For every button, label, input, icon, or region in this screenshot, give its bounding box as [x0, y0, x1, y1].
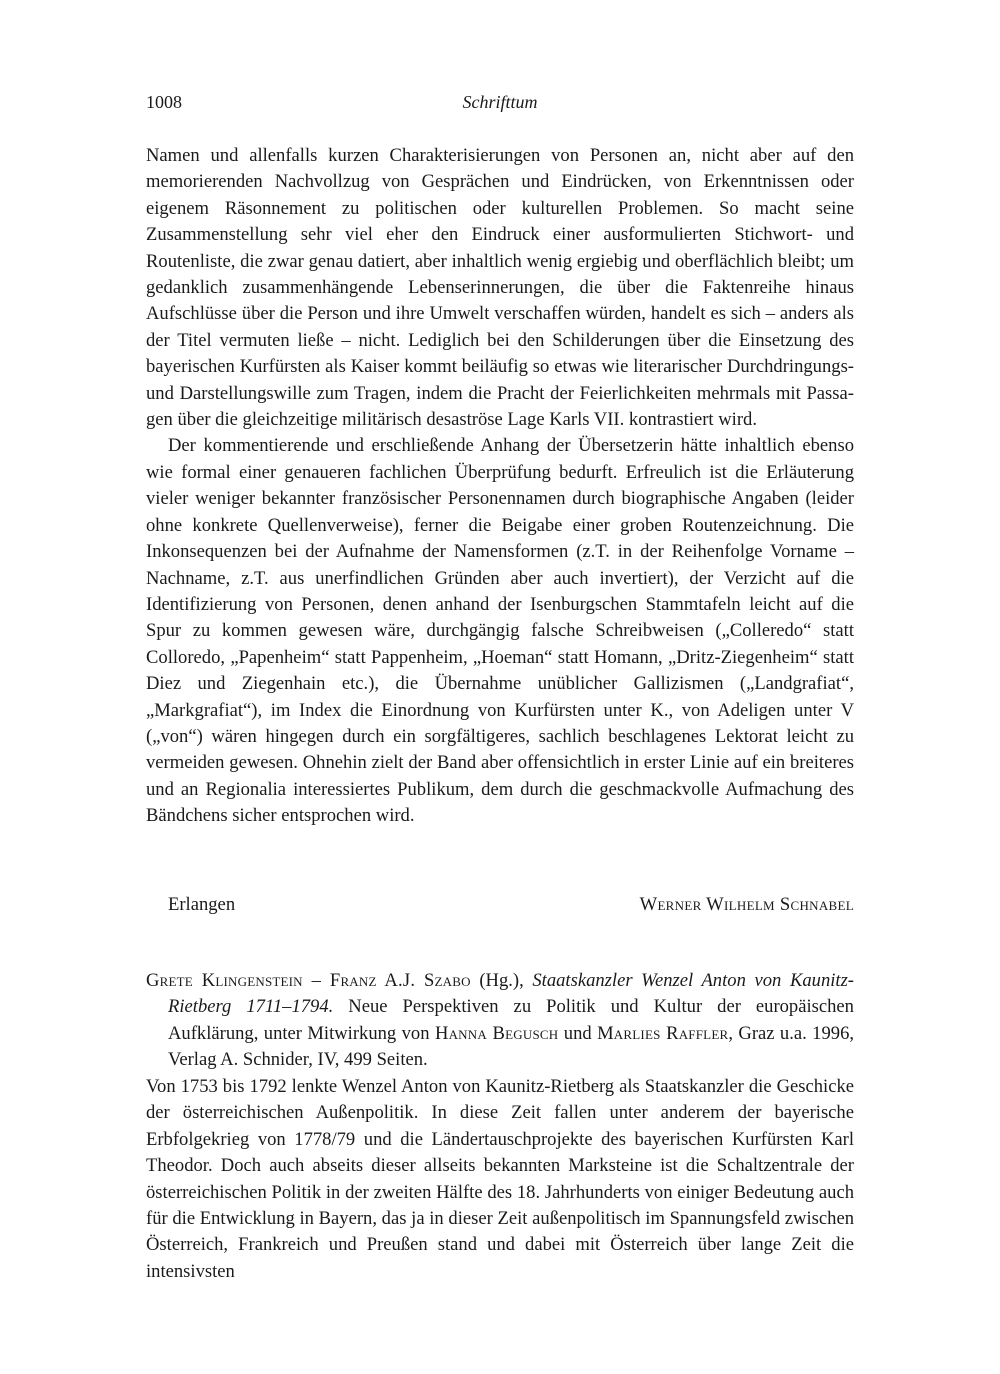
review-one-text: [146, 143, 854, 830]
review-two-paragraph-1: Von 1753 bis 1792 lenkte Wenzel Anton von Kaunitz-Rietberg als Staatskanzler die Geschicke der österreichischen Außenpolitik. In diese Zeit fallen unter anderem der bayerische Erbfolgekrieg von 1778/79 und die Ländertauschprojekte des bayerischen Kurfürsten Karl Theodor. Doch auch abseits dieser allseits bekannten Marksteine ist die Schaltzentrale der österreichischen Politik in der zweiten Hälfte des 18. Jahrhunderts von einiger Bedeutung auch für die Entwicklung in Bayern, das ja in dieser Zeit außenpolitisch im Spannungsfeld zwischen Österreich, Frankreich und Preußen stand und dabei mit Österreich über lange Zeit die intensivsten: [146, 1076, 854, 1282]
reviewer-name: Werner Wilhelm Schnabel: [639, 894, 854, 915]
review-place: Erlangen: [168, 894, 236, 915]
review-one-paragraph-2: Der kommentierende und erschließende Anhang der Übersetzerin hätte inhaltlich ebenso wie formal einer genaueren fachlichen Überprüfung bedurft. Erfreulich ist die Erläuterung vieler weniger bekannter französischer Personennamen durch biographische Angaben (leider ohne konkrete Quellenverweise), ferner die Beigabe einer groben Routenzeichnung. Die Inkonsequenzen bei der Aufnahme der Namensformen (z.T. in der Reihenfolge Vorname – Nachname, z.T. aus unerfindlichen Gründen aber auch invertiert), der Verzicht auf die Identifizierung von Personen, denen anhand der Isenburgschen Stammtafeln leicht auf die Spur zu kommen gewesen wäre, durchgängig falsche Schreibweisen („Colleredo“ statt Colloredo, „Papenheim“ statt Pappenheim, „Hoeman“ statt Homann, „Dritz-Ziegenheim“ statt Diez und Ziegenhain etc.), die Übernahme unüblicher Gallizismen („Landgrafiat“, „Markgrafiat“), im Index die Einordnung von Kurfürsten unter K., von Adeligen unter V („von“) wären hingegen durch ein sorgfältigeres, sachlich beschlagenes Lektorat leicht zu vermeiden gewesen. Ohnehin zielt der Band aber offensichtlich in erster Linie auf ein breiteres und an Regionalia interessiertes Publikum, dem durch die geschmackvolle Aufmachung des Bändchens sicher entsprochen wird.: [146, 435, 854, 827]
running-title: Schrifttum: [462, 92, 538, 112]
editors-suffix: (Hg.),: [470, 970, 533, 991]
book-subtitle: Neue Perspektiven zu Politik und Kultur der europäischen Aufklärung, unter Mitwirkung von: [168, 996, 854, 1044]
book-editors: Grete Klingenstein – Franz A.J. Szabo: [146, 970, 471, 991]
conjunction: und: [558, 1022, 598, 1044]
review-two-text: [146, 1074, 854, 1285]
book-title: Staatskanzler Wenzel Anton von Kaunitz-Rietberg 1711–1794.: [168, 970, 854, 1018]
page-number: 1008: [146, 92, 182, 112]
collaborator-two: Marlies Raffler: [597, 1022, 729, 1044]
running-head: [146, 92, 854, 120]
collaborator-one: Hanna Begusch: [434, 1022, 559, 1044]
publication-details: , Graz u.a. 1996, Verlag A. Schnider, IV, 499 Seiten.: [168, 1022, 855, 1071]
review-one-signature: [146, 894, 854, 922]
review-two-heading: [146, 968, 854, 1074]
review-one-paragraph-1: Namen und allenfalls kurzen Charakterisierungen von Personen an, nicht aber auf den memorierenden Nachvollzug von Gesprächen und Eindrücken, von Erkenntnissen oder eigenem Räsonnement zu politischen oder kulturellen Problemen. So macht seine Zusammenstellung sehr viel eher den Eindruck einer ausformulierten Stichwort- und Routenliste, die zwar genau datiert, aber inhaltlich wenig ergiebig und oberflächlich bleibt; um gedanklich zusammenhängende Lebenserinnerungen, die über die Faktenreihe hinaus Aufschlüsse über die Person und ihre Umwelt verschaffen würden, handelt es sich – anders als der Titel vermuten ließe – nicht. Lediglich bei den Schilderungen über die Einsetzung des bayerischen Kurfürsten als Kaiser kommt beiläufig so etwas wie literarischer Durchdringungs- und Darstellungswille zum Tragen, indem die Pracht der Feierlichkeiten mehrmals mit Passagen über die gleichzeitige militärisch desaströse Lage Karls VII. kontrastiert wird.: [146, 145, 854, 431]
